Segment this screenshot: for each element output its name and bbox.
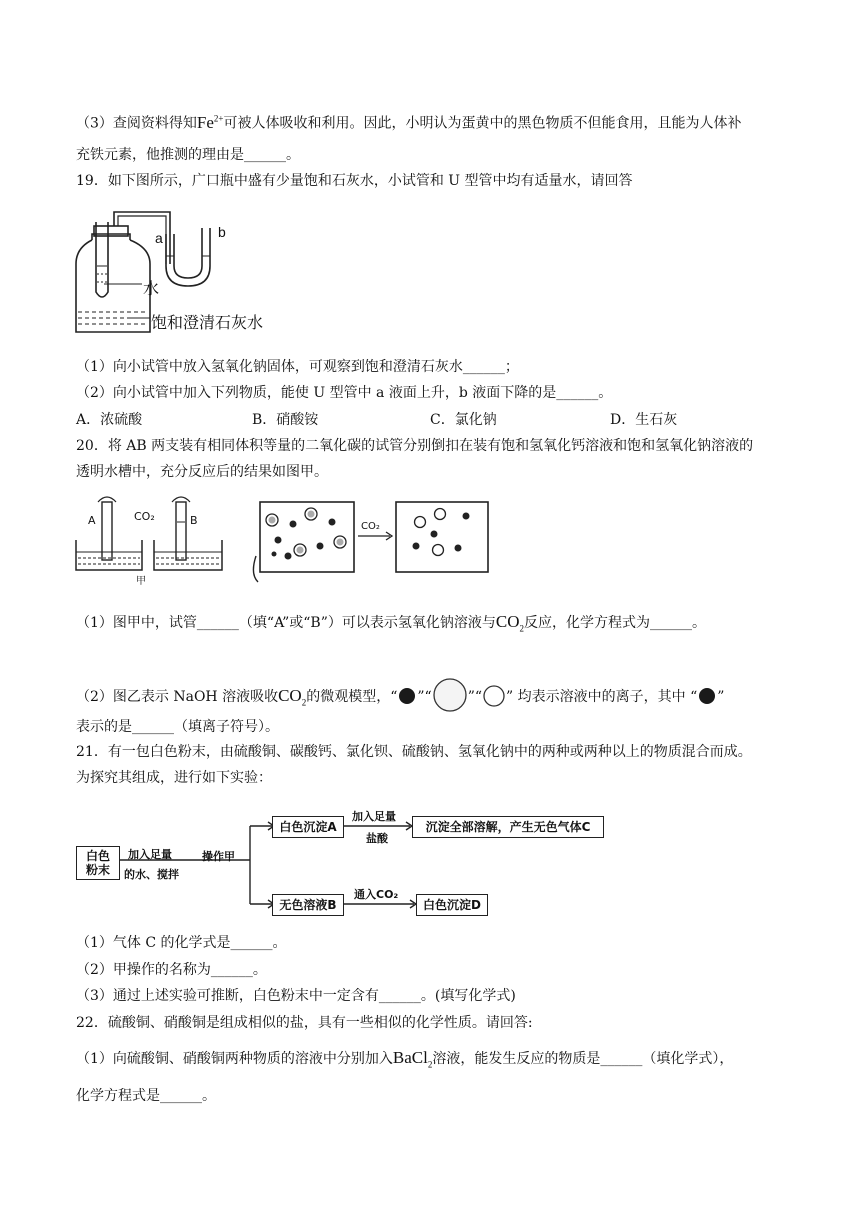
flow-solution-b: 无色溶液B [272,894,344,916]
q20-label-arrow: CO₂ [361,521,380,532]
q22-sub1: （1）向硫酸铜、硝酸铜两种物质的溶液中分别加入BaCl$_2$溶液，能发生反应的物质是______（填化学式）， [76,1048,734,1070]
flow-op-jia: 操作甲 [202,850,235,863]
q19-label-lime: 饱和澄清石灰水 [151,313,264,332]
q20-label-jia: 甲 [136,576,146,587]
co2-formula: $CO_2$ [495,612,525,634]
flow-white-powder: 白色 粉末 [76,846,120,880]
q20-sub1: （1）图甲中，试管______（填“A”或“B”）可以表示氢氧化钠溶液与$CO_2$反应，化学方程式为______。 [76,612,707,634]
q20-sub2: （2）图乙表示 NaOH 溶液吸收$CO_2$的微观模型，“ ”“ ”“ ” 均表示溶液中的离子，其中 “ ” [76,677,724,713]
q20-stem-line2: 透明水槽中，充分反应后的结果如图甲。 [76,464,328,480]
q20-figure-yi [248,494,498,590]
q19-option-b: B．硝酸铵 [252,412,319,428]
q20-stem-line1: 20．将 AB 两支装有相同体积等量的二氧化碳的试管分别倒扣在装有饱和氢氧化钙溶液和饱和氢氧化钠溶液的 [76,438,754,454]
q21-stem-line1: 21．有一包白色粉末，由硫酸铜、碳酸钙、氯化钡、硫酸钠、氢氧化钠中的两种或两种以上的物质混合而成。 [76,744,752,760]
q19-sub2: （2）向小试管中加入下列物质，能使 U 型管中 a 液面上升，b 液面下降的是______。 [76,385,613,401]
flow-co2-in: 通入CO₂ [354,888,399,901]
flow-acid-bottom: 盐酸 [366,832,388,845]
q22-sub1-line2: 化学方程式是______。 [76,1088,216,1104]
q19-option-d: D．生石灰 [610,412,678,428]
q19-stem: 19．如下图所示，广口瓶中盛有少量饱和石灰水，小试管和 U 型管中均有适量水，请回答 [76,173,633,189]
black-ion-icon [397,686,417,706]
q21-stem-line2: 为探究其组成，进行如下实验： [76,770,272,786]
black-ion-icon-ref [697,686,717,706]
q20-label-B: B [190,514,198,527]
flow-step1-top: 加入足量 [128,848,172,861]
flow-result-c: 沉淀全部溶解，产生无色气体C [412,816,604,838]
small-hollow-ion-icon [482,684,506,708]
q19-sub1: （1）向小试管中放入氢氧化钠固体，可观察到饱和澄清石灰水______； [76,359,519,375]
q18-sub3-line2: 充铁元素，他推测的理由是______。 [76,147,300,163]
q18-sub3-line1: （3）查阅资料得知$Fe^{2+}$可被人体吸收和利用。因此，小明认为蛋黄中的黑色物质不但能食用，且能为人体补 [76,112,742,132]
q19-label-water: 水 [143,279,160,298]
fe-ion: $Fe^{2+}$ [196,112,224,132]
q19-option-a: A．浓硫酸 [76,412,143,428]
large-hollow-ion-icon [432,677,468,713]
flow-precip-a: 白色沉淀A [272,816,344,838]
bacl2-formula: BaCl$_2$ [392,1048,433,1070]
q20-sub2-line2: 表示的是______（填离子符号）。 [76,719,279,735]
q22-stem: 22．硫酸铜、硝酸铜是组成相似的盐，具有一些相似的化学性质。请回答: [76,1015,533,1031]
q21-sub2: （2）甲操作的名称为______。 [76,962,267,978]
flow-step1-bottom: 的水、搅拌 [124,868,179,881]
co2-formula-2: $CO_2$ [278,686,307,708]
q19-label-a: a [155,230,163,246]
q19-label-b: b [218,224,226,240]
q20-figure-jia [72,494,242,590]
q20-label-co2: CO₂ [134,510,155,523]
q20-label-A: A [88,514,96,527]
flow-precip-d: 白色沉淀D [416,894,488,916]
q21-sub1: （1）气体 C 的化学式是______。 [76,935,287,951]
q21-sub3: （3）通过上述实验可推断，白色粉末中一定含有______。(填写化学式) [76,988,516,1004]
flow-acid-top: 加入足量 [352,810,396,823]
q19-option-c: C．氯化钠 [430,412,497,428]
